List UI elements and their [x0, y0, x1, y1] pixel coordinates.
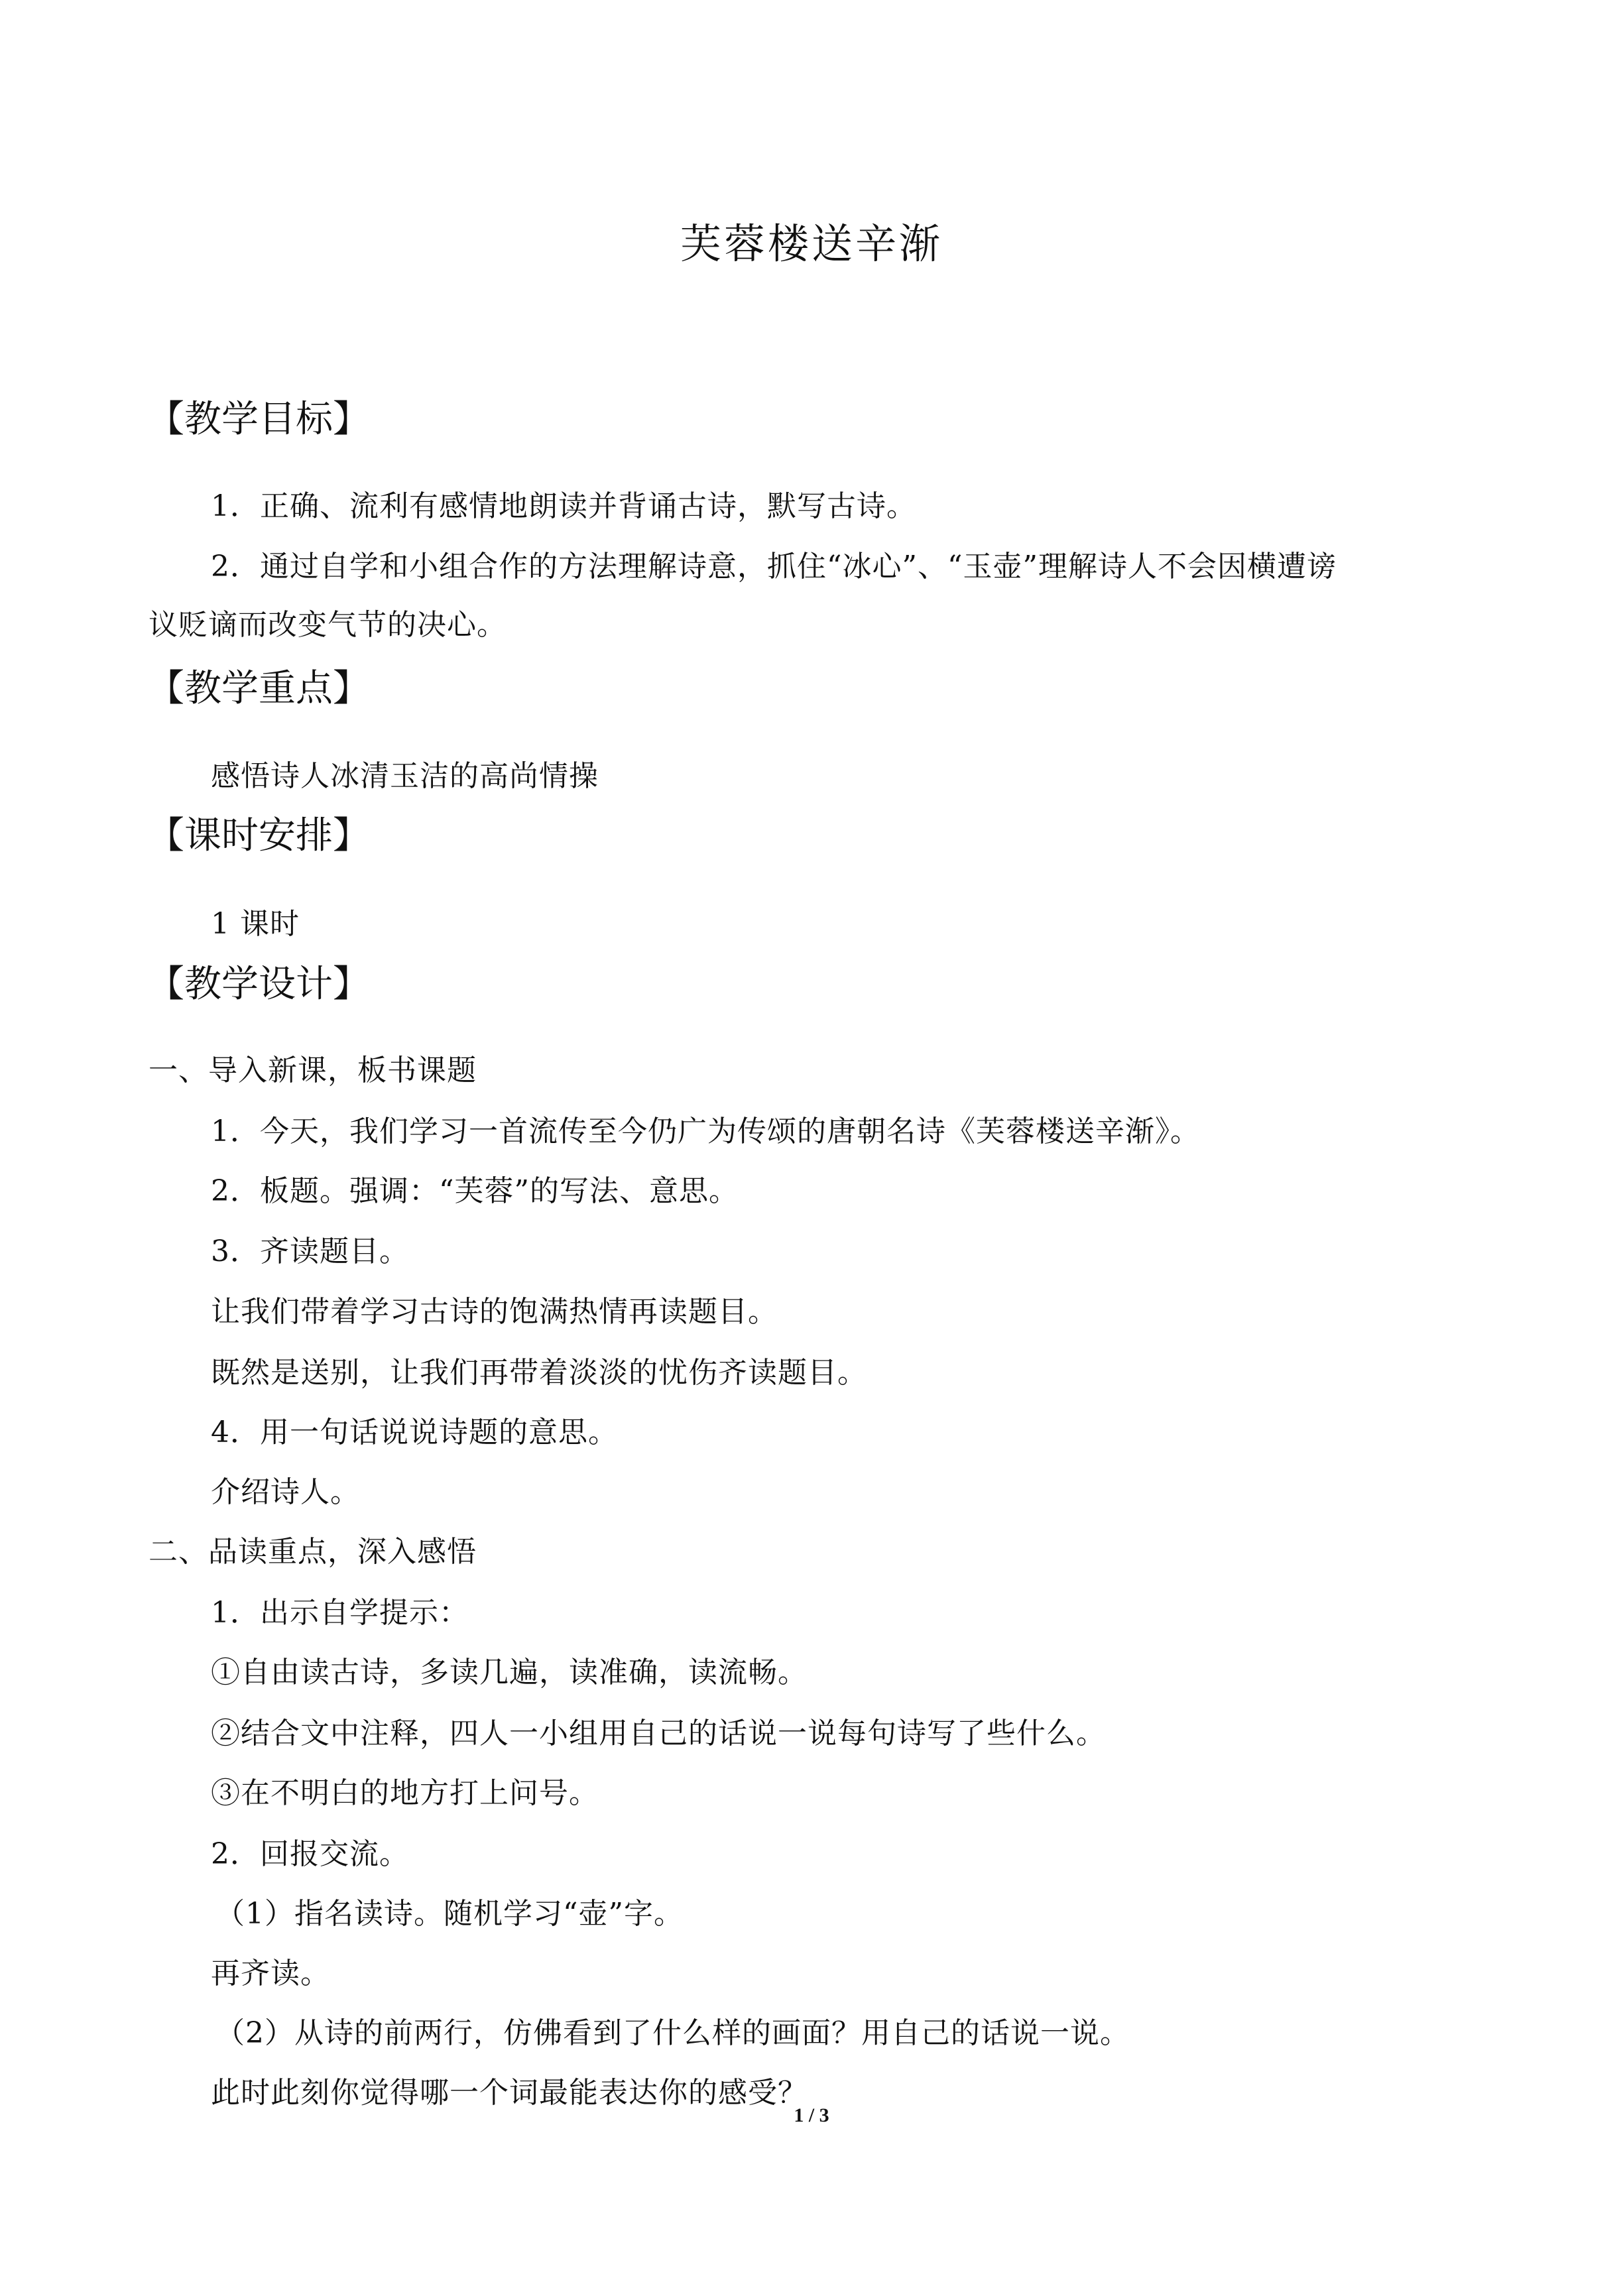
part1-line-6: 4．用一句话说说诗题的意思。 [211, 1416, 618, 1449]
part2-line-6: （1）指名读诗。随机学习“壶”字。 [215, 1897, 684, 1931]
schedule-text: 1 课时 [211, 907, 300, 941]
part1-line-2: 2．板题。强调：“芙蓉”的写法、意思。 [211, 1174, 739, 1208]
part2-line-2: ①自由读古诗，多读几遍，读准确，读流畅。 [211, 1656, 808, 1689]
page-number: 1 / 3 [794, 2104, 829, 2126]
goal-item-2: 2．通过自学和小组合作的方法理解诗意，抓住“冰心”、“玉壶”理解诗人不会因横遭谤 [211, 550, 1337, 583]
part1-line-5: 既然是送别，让我们再带着淡淡的忧伤齐读题目。 [211, 1356, 867, 1390]
part2-line-5: 2．回报交流。 [211, 1837, 409, 1871]
part2-line-9: 此时此刻你觉得哪一个词最能表达你的感受？ [211, 2076, 808, 2110]
heading-teaching-goals: 【教学目标】 [147, 398, 370, 441]
part1-line-7: 介绍诗人。 [211, 1475, 360, 1509]
heading-schedule: 【课时安排】 [147, 814, 370, 857]
part1-line-1: 1．今天，我们学习一首流传至今仍广为传颂的唐朝名诗《芙蓉楼送辛渐》。 [211, 1115, 1200, 1148]
part2-line-7: 再齐读。 [211, 1957, 330, 1990]
part2-line-4: ③在不明白的地方打上问号。 [211, 1776, 599, 1810]
part2-line-3: ②结合文中注释，四人一小组用自己的话说一说每句诗写了些什么。 [211, 1717, 1106, 1750]
part2-title: 二、品读重点，深入感悟 [149, 1535, 477, 1569]
goal-item-1: 1．正确、流利有感情地朗读并背诵古诗，默写古诗。 [211, 489, 916, 523]
part2-line-1: 1．出示自学提示： [211, 1596, 469, 1630]
heading-teaching-focus: 【教学重点】 [147, 667, 370, 710]
heading-teaching-design: 【教学设计】 [147, 963, 370, 1006]
goal-item-2-continued: 议贬谪而改变气节的决心。 [149, 608, 507, 642]
document-title: 芙蓉楼送辛渐 [680, 219, 943, 268]
part1-title: 一、导入新课，板书课题 [149, 1054, 477, 1087]
part2-line-8: （2）从诗的前两行，仿佛看到了什么样的画面？用自己的话说一说。 [215, 2016, 1130, 2050]
part1-line-4: 让我们带着学习古诗的饱满热情再读题目。 [211, 1295, 778, 1329]
part1-line-3: 3．齐读题目。 [211, 1235, 409, 1268]
focus-text: 感悟诗人冰清玉洁的高尚情操 [211, 759, 599, 793]
